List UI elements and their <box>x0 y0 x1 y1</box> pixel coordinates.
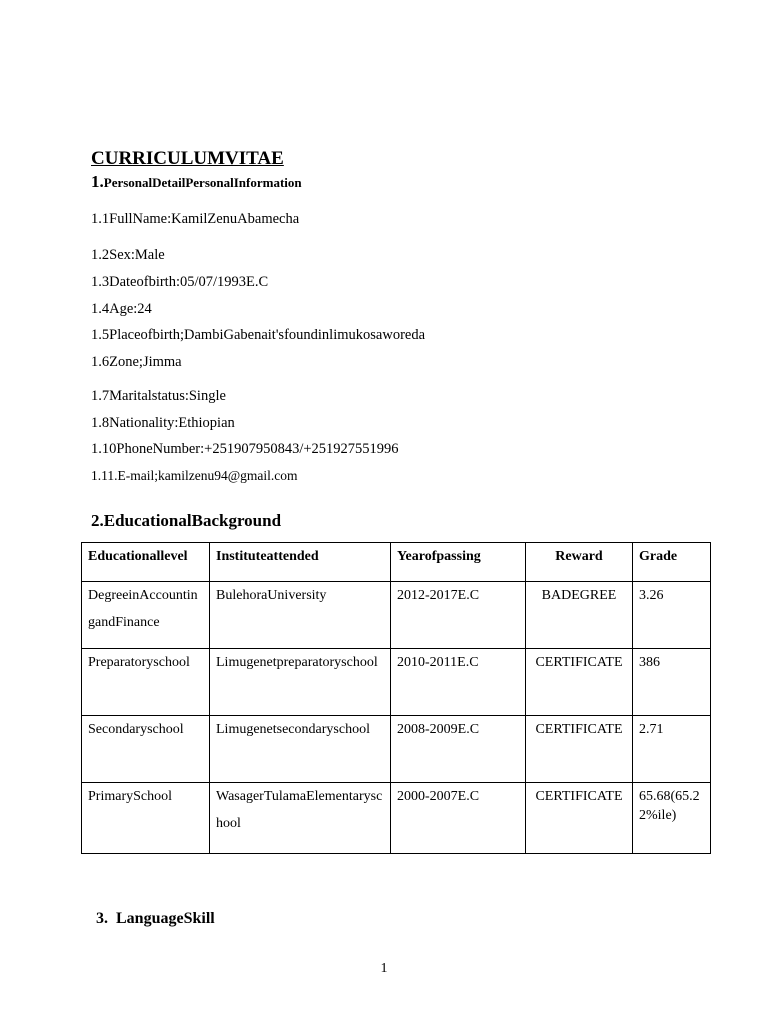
email-label: 1.11.E-mail; <box>91 468 158 483</box>
age-line: 1.4Age:24 <box>91 301 152 317</box>
email-line <box>91 468 298 484</box>
column-header-level: Educationallevel <box>82 543 210 582</box>
cell-year: 2010-2011E.C <box>391 649 526 716</box>
column-header-reward: Reward <box>526 543 633 582</box>
zone-line: 1.6Zone;Jimma <box>91 354 182 370</box>
cell-level: Secondaryschool <box>82 716 210 783</box>
table-row <box>82 582 711 649</box>
page-number: 1 <box>380 961 388 976</box>
marital-status-line: 1.7Maritalstatus:Single <box>91 388 226 404</box>
column-header-institute: Instituteattended <box>210 543 391 582</box>
cell-year: 2000-2007E.C <box>391 783 526 854</box>
section-1-number: 1. <box>91 172 104 191</box>
document-title: CURRICULUMVITAE <box>91 148 284 169</box>
place-of-birth-line: 1.5Placeofbirth;DambiGabenait'sfoundinlimukosaworeda <box>91 327 426 343</box>
column-header-grade: Grade <box>633 543 711 582</box>
table-row <box>82 783 711 854</box>
cell-year: 2012-2017E.C <box>391 582 526 649</box>
cell-institute: WasagerTulamaElementaryschool <box>210 783 391 854</box>
sex-line: 1.2Sex:Male <box>91 247 165 263</box>
cell-level: DegreeinAccountingandFinance <box>82 582 210 649</box>
cell-grade: 3.26 <box>633 582 711 649</box>
section-1-heading <box>91 172 302 192</box>
phone-number-line: 1.10PhoneNumber:+251907950843/+251927551996 <box>91 441 399 457</box>
email-value: kamilzenu94@gmail.com <box>158 468 298 483</box>
cell-reward: CERTIFICATE <box>526 716 633 783</box>
cell-year: 2008-2009E.C <box>391 716 526 783</box>
table-row <box>82 649 711 716</box>
cell-level: Preparatoryschool <box>82 649 210 716</box>
cell-level: PrimarySchool <box>82 783 210 854</box>
table-header-row <box>82 543 711 582</box>
education-table <box>81 542 711 854</box>
section-1-heading-text: PersonalDetailPersonalInformation <box>103 175 302 190</box>
date-of-birth-line: 1.3Dateofbirth:05/07/1993E.C <box>91 274 269 290</box>
cell-grade: 2.71 <box>633 716 711 783</box>
cell-grade: 65.68(65.22%ile) <box>633 783 711 854</box>
section-2-heading: 2.EducationalBackground <box>91 511 282 530</box>
cell-institute: BulehoraUniversity <box>210 582 391 649</box>
section-3-heading: 3. LanguageSkill <box>96 910 215 927</box>
full-name-line: 1.1FullName:KamilZenuAbamecha <box>91 211 300 227</box>
cell-institute: Limugenetsecondaryschool <box>210 716 391 783</box>
cell-reward: BADEGREE <box>526 582 633 649</box>
cell-grade: 386 <box>633 649 711 716</box>
table-row <box>82 716 711 783</box>
cell-institute: Limugenetpreparatoryschool <box>210 649 391 716</box>
column-header-year: Yearofpassing <box>391 543 526 582</box>
cell-reward: CERTIFICATE <box>526 649 633 716</box>
cell-reward: CERTIFICATE <box>526 783 633 854</box>
nationality-line: 1.8Nationality:Ethiopian <box>91 415 235 431</box>
